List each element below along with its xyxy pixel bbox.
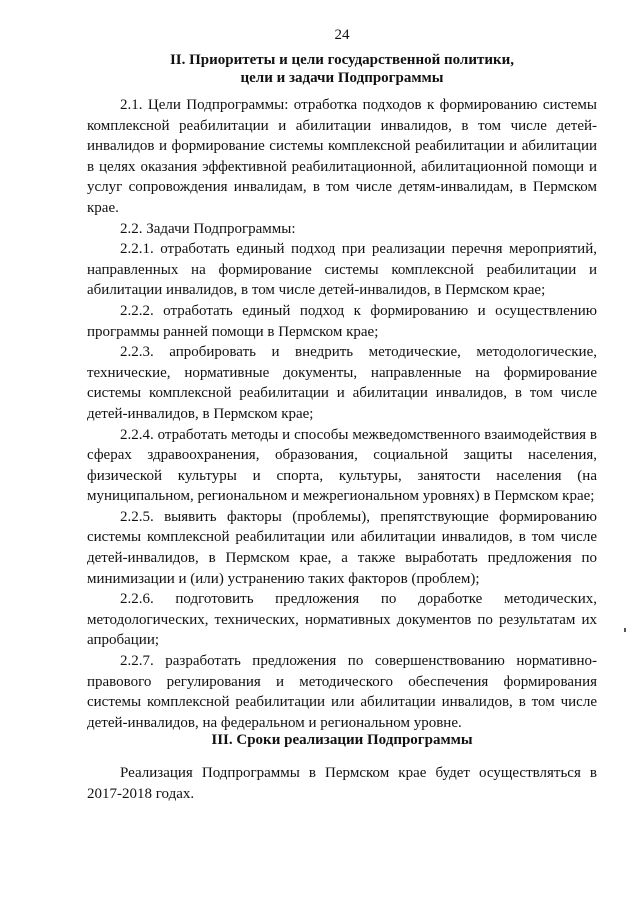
section-2-title-line-2: цели и задачи Подпрограммы xyxy=(240,70,444,86)
section-3-heading xyxy=(87,731,597,749)
scan-margin-mark xyxy=(624,628,626,632)
paragraph-3-timeline: Реализация Подпрограммы в Пермском крае будет осуществляться в 2017-2018 годах. xyxy=(87,765,597,802)
section-2-heading xyxy=(87,51,597,87)
paragraph-2-2-4: 2.2.4. отработать методы и способы межведомственного взаимодействия в сферах здравоохранения, образования, социальной защиты населения, физической культуры и спорта, культуры, занятости населения (на муниципальном, региональном и межрегиональном уровнях) в Пермском крае; xyxy=(87,426,597,505)
paragraph-2-2-5: 2.2.5. выявить факторы (проблемы), препятствующие формированию системы комплексной реабилитации или абилитации инвалидов, в том числе детей-инвалидов, в Пермском крае, а также выработать предложения по минимизации и (или) устранению таких факторов (проблем); xyxy=(87,508,597,587)
section-3-title: III. Сроки реализации Подпрограммы xyxy=(211,732,473,748)
page-number: 24 xyxy=(334,27,350,43)
section-2-body xyxy=(87,95,597,733)
paragraph-2-2-1: 2.2.1. отработать единый подход при реализации перечня мероприятий, направленных на формирование системы комплексной реабилитации и абилитации инвалидов, в том числе детей-инвалидов, в Пермском крае; xyxy=(87,241,597,299)
paragraph-2-2-tasks-header: 2.2. Задачи Подпрограммы: xyxy=(120,220,296,237)
paragraph-2-1-goals: 2.1. Цели Подпрограммы: отработка подходов к формированию системы комплексной реабилитации и абилитации инвалидов, в том числе детей-инвалидов и формирование системы комплексной реабилитации и абилитации в целях оказания эффективной реабилитационной, абилитационной помощи и услуг сопровождения инвалидам, в том числе детям-инвалидам, в Пермском крае. xyxy=(87,97,597,216)
paragraph-2-2-6: 2.2.6. подготовить предложения по доработке методических, методологических, технических, нормативных документов по результатам их апробации; xyxy=(87,591,597,649)
paragraph-2-2-3: 2.2.3. апробировать и внедрить методические, методологические, технические, нормативные документы, направленные на формирование системы комплексной реабилитации и абилитации инвалидов, в том числе детей-инвалидов, в Пермском крае; xyxy=(87,344,597,422)
section-3-body xyxy=(87,763,597,804)
paragraph-2-2-2: 2.2.2. отработать единый подход к формированию и осуществлению программы ранней помощи в Пермском крае; xyxy=(87,302,597,340)
paragraph-2-2-7: 2.2.7. разработать предложения по совершенствованию нормативно-правового регулирования и методического обеспечения формирования системы комплексной реабилитации или абилитации инвалидов, в том числе детей-инвалидов, на федеральном и региональном уровне. xyxy=(87,653,597,731)
section-2-title-line-1: II. Приоритеты и цели государственной политики, xyxy=(169,52,515,68)
